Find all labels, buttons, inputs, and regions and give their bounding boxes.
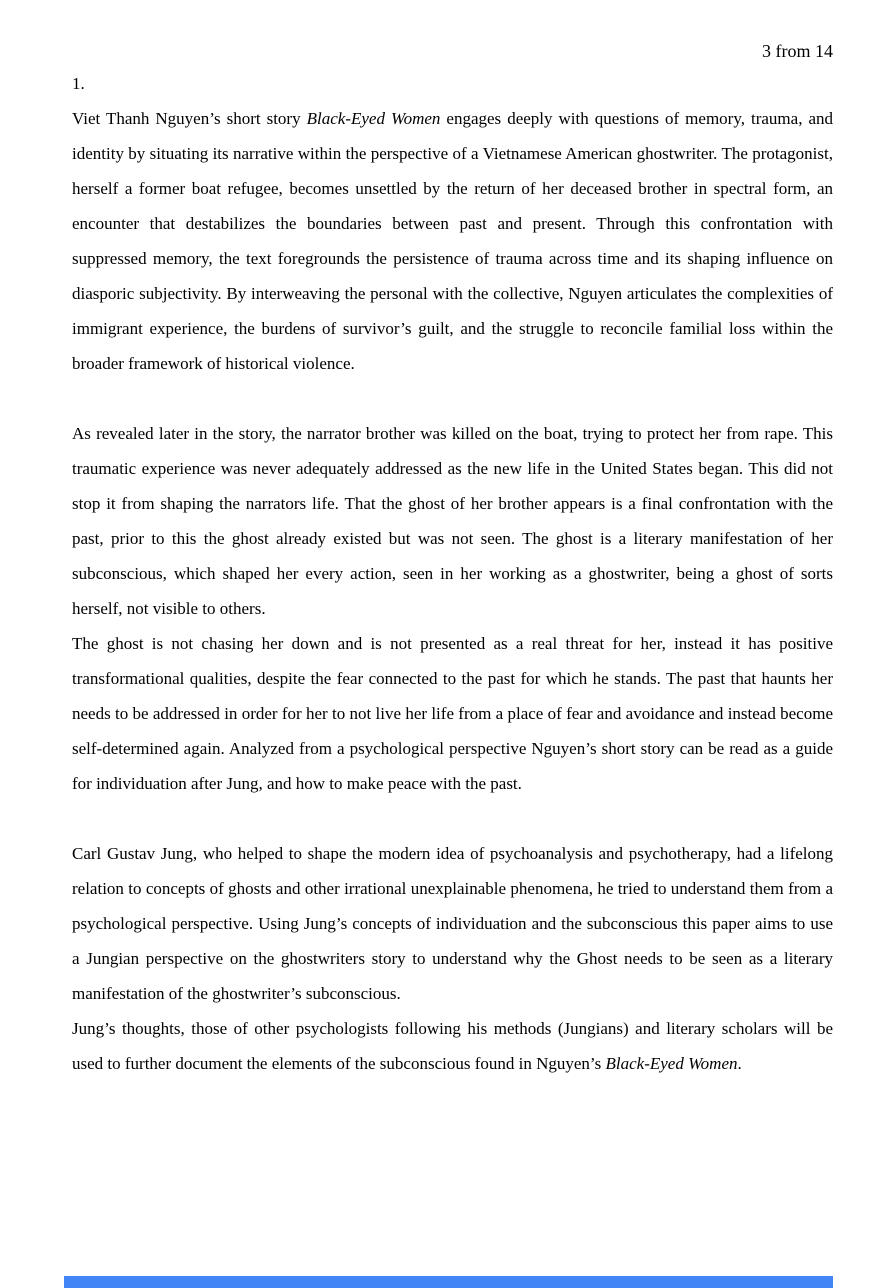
body-text: Viet Thanh Nguyen’s short story <box>72 109 307 128</box>
italic-title-text: Black-Eyed Women <box>605 1054 738 1073</box>
body-text: Jung’s thoughts, those of other psychologists following his methods (Jungians) and literary scholars will be used to further document the elements of the subconscious found in Nguyen’s <box>72 1019 833 1073</box>
paragraph-intro <box>72 101 833 381</box>
page-number-indicator: 3 from 14 <box>762 41 833 61</box>
italic-title-text: Black-Eyed Women <box>306 109 441 128</box>
body-text: As revealed later in the story, the narrator brother was killed on the boat, trying to protect her from rape. This traumatic experience was never adequately addressed as the new life in the United States began. This did not stop it from shaping the narrators life. That the ghost of her brother appears is a final confrontation with the past, prior to this the ghost already existed but was not seen. The ghost is a literary manifestation of her subconscious, which shaped her every action, seen in her working as a ghostwriter, being a ghost of sorts herself, not visible to others. <box>72 424 833 618</box>
paragraph-jung-intro <box>72 836 833 1011</box>
paragraph-methodology <box>72 1011 833 1081</box>
body-text: . <box>737 1054 742 1073</box>
body-text: The ghost is not chasing her down and is not presented as a real threat for her, instead it has positive transformational qualities, despite the fear connected to the past for which he stands. The past that haunts her needs to be addressed in order for her to not live her life from a place of fear and avoidance and instead become self-determined again. Analyzed from a psychological perspective Nguyen’s short story can be read as a guide for individuation after Jung, and how to make peace with the past. <box>72 634 833 793</box>
body-text: engages deeply with questions of memory, trauma, and identity by situating its narrative within the perspective of a Vietnamese American ghostwriter. The protagonist, herself a former boat refugee, becomes unsettled by the return of her deceased brother in spectral form, an encounter that destabilizes the boundaries between past and present. Through this confrontation with suppressed memory, the text foregrounds the persistence of trauma across time and its shaping influence on diasporic subjectivity. By interweaving the personal with the collective, Nguyen articulates the complexities of immigrant experience, the burdens of survivor’s guilt, and the struggle to reconcile familial loss within the broader framework of historical violence. <box>72 109 834 373</box>
paragraph-story-reveal <box>72 416 833 626</box>
document-paragraphs <box>72 101 833 1081</box>
body-text: Carl Gustav Jung, who helped to shape the modern idea of psychoanalysis and psychotherapy, had a lifelong relation to concepts of ghosts and other irrational unexplainable phenomena, he tried to understand them from a psychological perspective. Using Jung’s concepts of individuation and the subconscious this paper aims to use a Jungian perspective on the ghostwriters story to understand why the Ghost needs to be seen as a literary manifestation of the ghostwriter’s subconscious. <box>72 844 833 1003</box>
section-number: 1. <box>72 74 85 93</box>
document-page <box>72 66 833 1081</box>
paragraph-ghost-qualities <box>72 626 833 801</box>
footer-accent-bar <box>64 1276 833 1288</box>
